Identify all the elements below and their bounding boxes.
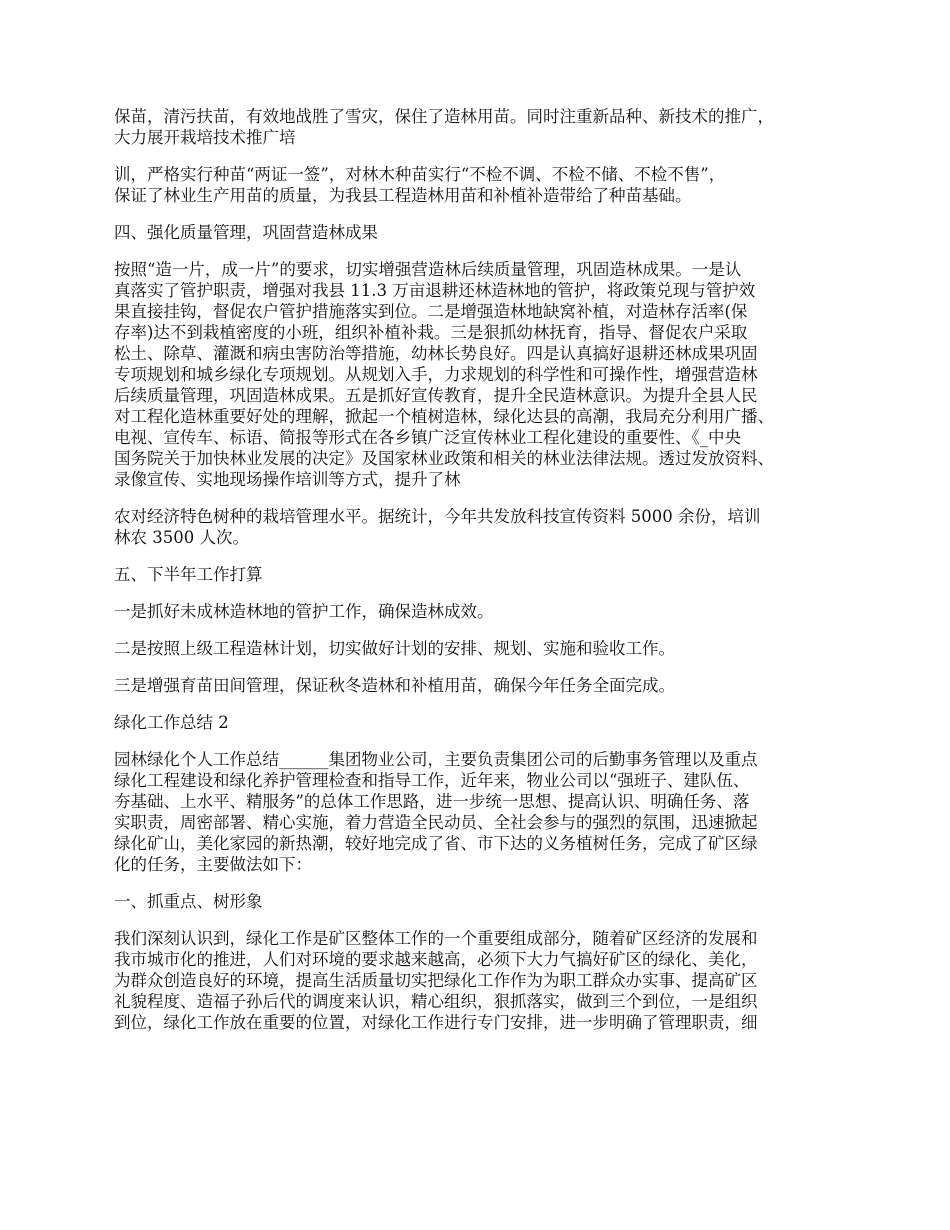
document-subtitle: 绿化工作总结 2 <box>114 713 229 732</box>
section-heading-key-points: 一、抓重点、树形象 <box>114 892 263 911</box>
section-heading-quality-management: 四、强化质量管理，巩固营造林成果 <box>114 223 378 242</box>
paragraph-greening-importance: 我们深刻认识到，绿化工作是矿区整体工作的一个重要组成部分，随着矿区经济的发展和 我市城市化的推进，人们对环境的要求越来越高，必须下大力气搞好矿区的绿化、美化， 为群众创造良好的环境，提高生活质量切实把绿化工作作为为职工群众办实事、提高矿区 礼貌程度、造福子孙后代的调度来认识，精心组织，狠抓落实，做到三个到位，一是组织 到位，绿化工作放在重要的位置，对绿化工作进行专门安排，进一步明确了管理职责，细 <box>114 929 758 1032</box>
paragraph-seedling-protection: 保苗，清污扶苗，有效地战胜了雪灾，保住了造林用苗。同时注重新品种、新技术的推广， 大力展开栽培技术推广培 <box>114 107 774 147</box>
paragraph-quality-management: 按照“造一片，成一片”的要求，切实增强营造林后续质量管理，巩固造林成果。一是认 真落实了管护职责，增强对我县 11.3 万亩退耕还林造林地的管护，将政策兑现与管护效 果直接挂钩，督促农户管护措施落实到位。二是增强造林地缺窝补植，对造林存活率(保 存率)达不到栽植密度的小班，组织补植补栽。三是狠抓幼林抚育，指导、督促农户采取 松土、除草、灌溉和病虫害防治等措施，幼林长势良好。四是认真搞好退耕还林成果巩固 专项规划和城乡绿化专项规划。从规划入手，力求规划的科学性和可操作性，增强营造林 后续质量管理，巩固造林成果。五是抓好宣传教育，提升全民造林意识。为提升全县人民 对工程化造林重要好处的理解，掀起一个植树造林，绿化达县的高潮，我局充分利用广播、 电视、宣传车、标语、简报等形式在各乡镇广泛宣传林业工程化建设的重要性、《_中央 国务院关于加快林业发展的决定》及国家林业政策和相关的林业法律法规。透过发放资料、 录像宣传、实地现场操作培训等方式，提升了林 <box>114 260 774 489</box>
document-body <box>114 106 854 1049</box>
paragraph-greening-summary-intro: 园林绿化个人工作总结______集团物业公司，主要负责集团公司的后勤事务管理以及重点 绿化工程建设和绿化养护管理检查和指导工作，近年来，物业公司以“强班子、建队伍、 夯基础、上水平、精服务”的总体工作思路，进一步统一思想、提高认识、明确任务、落 实职责，周密部署、精心实施，着力营造全民动员、全社会参与的强烈的氛围，迅速掀起 绿化矿山，美化家园的新热潮，较好地完成了省、市下达的义务植树任务，完成了矿区绿 化的任务，主要做法如下： <box>114 750 758 874</box>
paragraph-seedling-certification: 训，严格实行种苗“两证一签”，对林木种苗实行“不检不调、不检不储、不检不售”， 保证了林业生产用苗的质量，为我县工程造林用苗和补植补造带给了种苗基础。 <box>114 165 726 205</box>
plan-item-2: 二是按照上级工程造林计划，切实做好计划的安排、规划、实施和验收工作。 <box>114 639 675 658</box>
plan-item-3: 三是增强育苗田间管理，保证秋冬造林和补植用苗，确保今年任务全面完成。 <box>114 676 675 695</box>
plan-item-1: 一是抓好未成林造林地的管护工作，确保造林成效。 <box>114 602 494 621</box>
section-heading-second-half-plan: 五、下半年工作打算 <box>114 565 263 584</box>
paragraph-training-statistics: 农对经济特色树种的栽培管理水平。据统计，今年共发放科技宣传资料 5000 余份，培训 林农 3500 人次。 <box>114 507 761 547</box>
